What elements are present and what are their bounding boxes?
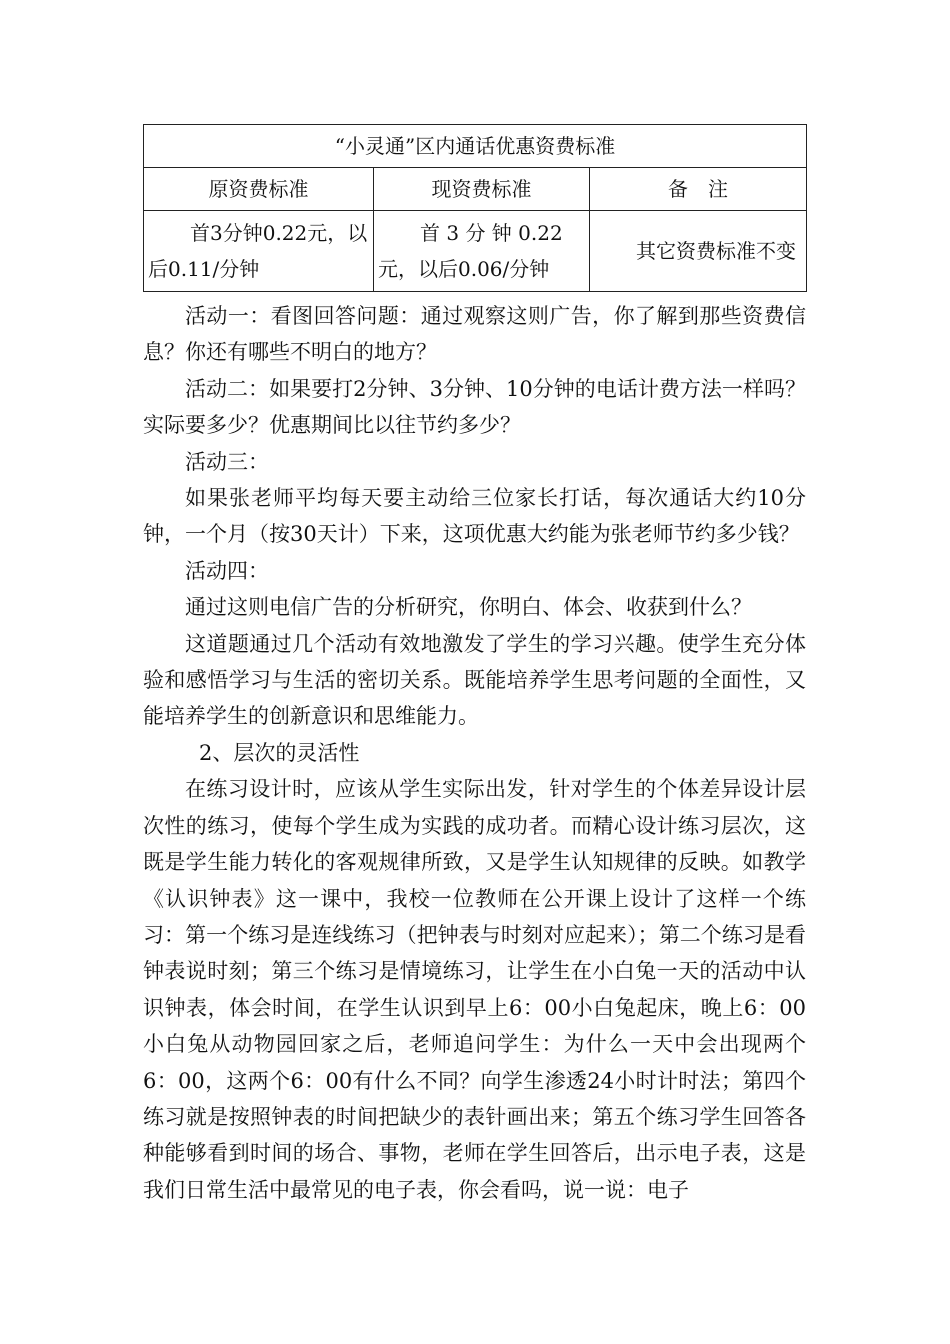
paragraph-section-body: 在练习设计时，应该从学生实际出发，针对学生的个体差异设计层次性的练习，使每个学生成为实践的成功者。而精心设计练习层次，这既是学生能力转化的客观规律所致，又是学生认知规律的反映。如教学《认识钟表》这一课中，我校一位教师在公开课上设计了这样一个练习：第一个练习是连线练习（把钟表与时刻对应起来）；第二个练习是看钟表说时刻；第三个练习是情境练习，让学生在小白兔一天的活动中认识钟表，体会时间，在学生认识到早上6：00小白兔起床，晚上6：00小白兔从动物园回家之后，老师追问学生：为什么一天中会出现两个6：00，这两个6：00有什么不同？向学生渗透24小时计时法；第四个练习就是按照钟表的时间把缺少的表针画出来；第五个练习学生回答各种能够看到时间的场合、事物，老师在学生回答后，出示电子表，这是我们日常生活中最常见的电子表，你会看吗，说一说：电子 [143,777,806,1202]
header-current-fee: 现资费标准 [374,168,590,211]
header-original-fee: 原资费标准 [144,168,374,211]
paragraph-activity-3: 如果张老师平均每天要主动给三位家长打话，每次通话大约10分钟，一个月（按30天计）下来，这项优惠大约能为张老师节约多少钱？ [143,486,806,547]
header-remarks: 备 注 [590,168,807,211]
paragraph-activity-3-heading: 活动三： [185,449,269,474]
cell-original-fee: 首3分钟0.22元，以后0.11/分钟 [144,211,374,292]
table-title: “小灵通”区内通话优惠资费标准 [144,125,807,168]
paragraph-activity-4: 通过这则电信广告的分析研究，你明白、体会、收获到什么？ [185,595,752,620]
fee-table [143,124,807,292]
paragraph-summary: 这道题通过几个活动有效地激发了学生的学习兴趣。使学生充分体验和感悟学习与生活的密切关系。既能培养学生思考问题的全面性，又能培养学生的创新意识和思维能力。 [143,631,806,729]
paragraph-activity-1: 活动一：看图回答问题：通过观察这则广告，你了解到那些资费信息？你还有哪些不明白的地方？ [143,304,806,365]
document-page [143,124,806,1208]
paragraph-activity-2: 活动二：如果要打2分钟、3分钟、10分钟的电话计费方法一样吗？实际要多少？优惠期间比以往节约多少？ [143,376,806,438]
paragraph-activity-4-heading: 活动四： [185,558,269,583]
cell-current-fee: 首 3 分 钟 0.22 元，以后0.06/分钟 [374,211,590,292]
section-heading: 2、层次的灵活性 [199,740,360,765]
document-body [143,298,806,1208]
cell-remarks: 其它资费标准不变 [590,211,807,292]
